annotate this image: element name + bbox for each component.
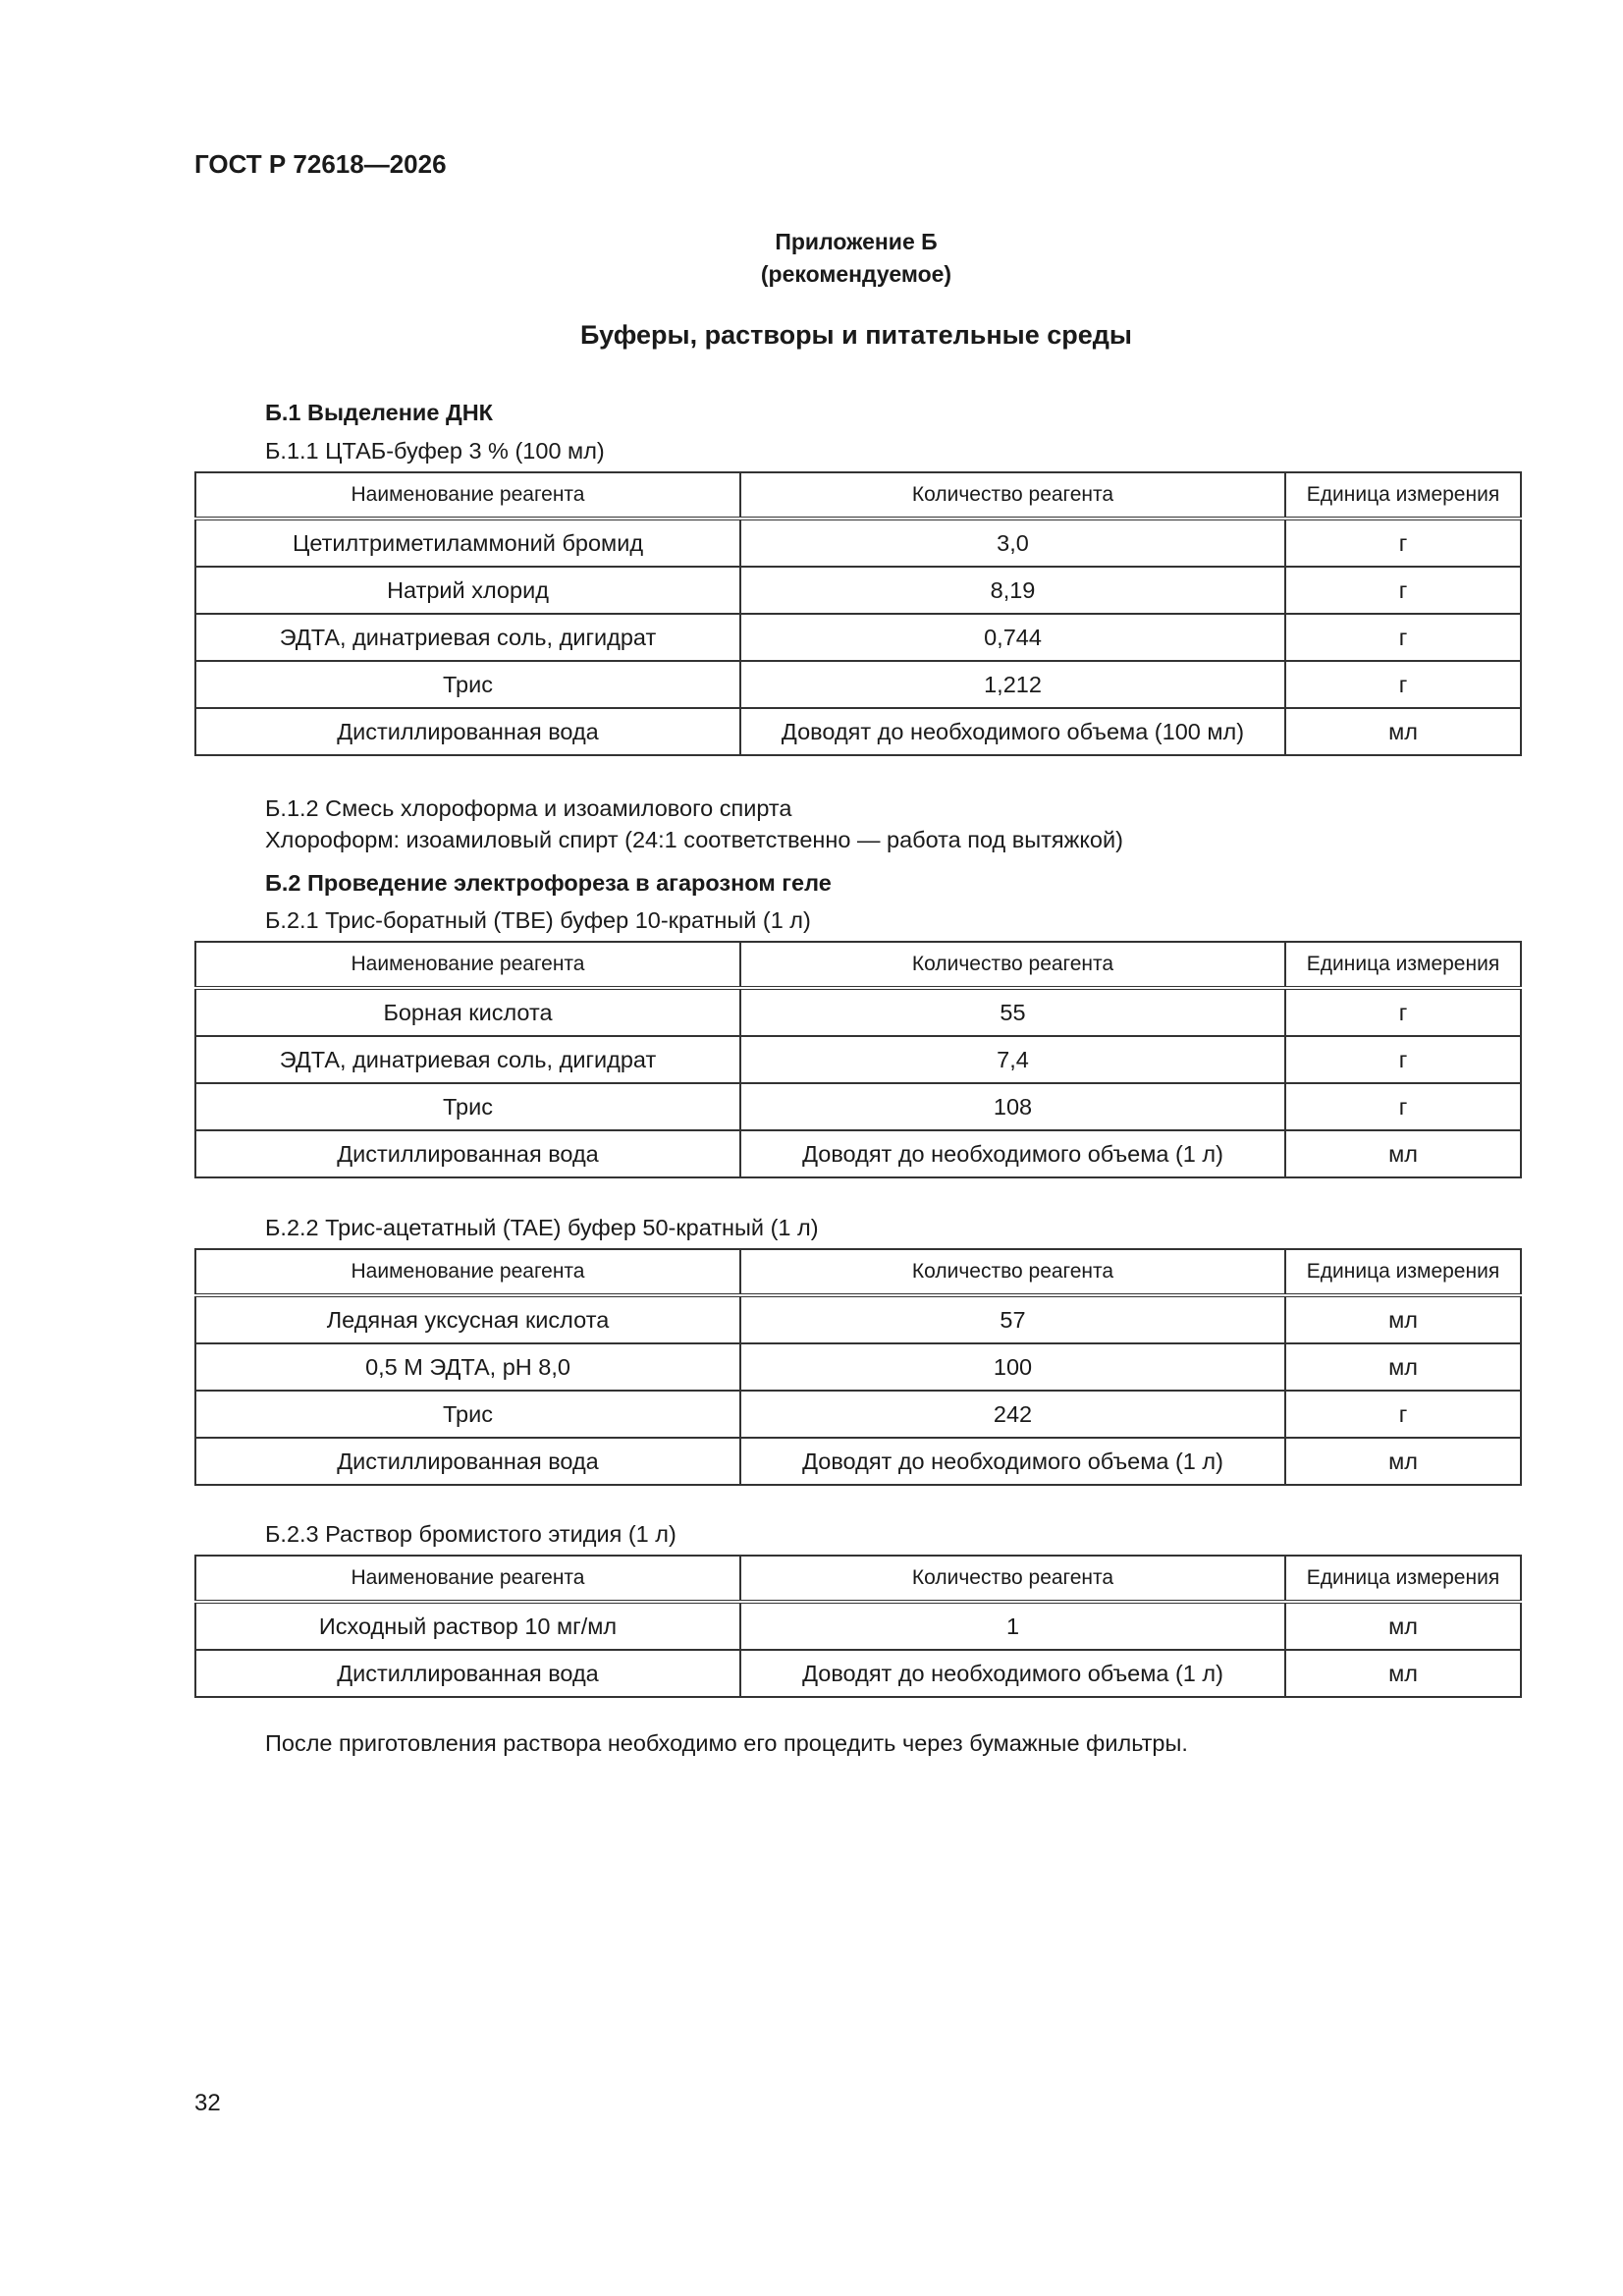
unit-cell: мл — [1285, 1130, 1521, 1177]
subsection-b2-1: Б.2.1 Трис-боратный (TBE) буфер 10-кратный (1 л) — [265, 907, 811, 933]
unit-cell: г — [1285, 1391, 1521, 1438]
column-header-unit: Единица измерения — [1285, 472, 1521, 519]
unit-cell: г — [1285, 567, 1521, 614]
table-row — [195, 1343, 1521, 1391]
note-filtering: После приготовления раствора необходимо его процедить через бумажные фильтры. — [265, 1730, 1188, 1756]
table-row — [195, 1036, 1521, 1083]
column-header-reagent: Наименование реагента — [195, 1556, 740, 1602]
table-row — [195, 567, 1521, 614]
document-header: ГОСТ Р 72618—2026 — [194, 149, 447, 179]
unit-cell: мл — [1285, 708, 1521, 755]
table-row — [195, 661, 1521, 708]
unit-cell: г — [1285, 988, 1521, 1036]
appendix-subtitle: (рекомендуемое) — [760, 261, 952, 287]
table-row — [195, 1650, 1521, 1697]
table-row — [195, 1602, 1521, 1650]
column-header-reagent: Наименование реагента — [195, 472, 740, 519]
table-ctab-buffer — [194, 471, 1522, 756]
reagent-cell: Борная кислота — [195, 988, 740, 1036]
unit-cell: мл — [1285, 1295, 1521, 1343]
column-header-unit: Единица измерения — [1285, 1556, 1521, 1602]
page-number: 32 — [194, 2090, 221, 2116]
reagent-cell: Дистиллированная вода — [195, 708, 740, 755]
column-header-amount: Количество реагента — [740, 1249, 1285, 1295]
column-header-unit: Единица измерения — [1285, 942, 1521, 988]
amount-cell: 108 — [740, 1083, 1285, 1130]
reagent-cell: 0,5 М ЭДТА, pH 8,0 — [195, 1343, 740, 1391]
column-header-amount: Количество реагента — [740, 472, 1285, 519]
amount-cell: 3,0 — [740, 519, 1285, 567]
amount-cell: Доводят до необходимого объема (1 л) — [740, 1650, 1285, 1697]
subsection-b1-1: Б.1.1 ЦТАБ-буфер 3 % (100 мл) — [265, 438, 605, 464]
reagent-cell: Дистиллированная вода — [195, 1438, 740, 1485]
subsection-b2-2: Б.2.2 Трис-ацетатный (TAE) буфер 50-кратный (1 л) — [265, 1215, 819, 1240]
amount-cell: 1,212 — [740, 661, 1285, 708]
amount-cell: 8,19 — [740, 567, 1285, 614]
column-header-amount: Количество реагента — [740, 942, 1285, 988]
table-row — [195, 614, 1521, 661]
table-row — [195, 1083, 1521, 1130]
table-tbe-buffer — [194, 941, 1522, 1178]
reagent-cell: Ледяная уксусная кислота — [195, 1295, 740, 1343]
reagent-cell: Дистиллированная вода — [195, 1130, 740, 1177]
table-row — [195, 1295, 1521, 1343]
column-header-unit: Единица измерения — [1285, 1249, 1521, 1295]
unit-cell: мл — [1285, 1602, 1521, 1650]
unit-cell: г — [1285, 1083, 1521, 1130]
section-heading-b2: Б.2 Проведение электрофореза в агарозном геле — [265, 870, 832, 896]
unit-cell: мл — [1285, 1343, 1521, 1391]
appendix-title: Приложение Б — [775, 229, 938, 254]
amount-cell: Доводят до необходимого объема (1 л) — [740, 1438, 1285, 1485]
table-tae-buffer — [194, 1248, 1522, 1486]
reagent-cell: ЭДТА, динатриевая соль, дигидрат — [195, 1036, 740, 1083]
amount-cell: 242 — [740, 1391, 1285, 1438]
reagent-cell: Трис — [195, 661, 740, 708]
table-header-row — [195, 472, 1521, 519]
amount-cell: 0,744 — [740, 614, 1285, 661]
table-row — [195, 1438, 1521, 1485]
reagent-cell: Дистиллированная вода — [195, 1650, 740, 1697]
unit-cell: г — [1285, 519, 1521, 567]
table-header-row — [195, 1556, 1521, 1602]
table-row — [195, 1391, 1521, 1438]
column-header-reagent: Наименование реагента — [195, 942, 740, 988]
amount-cell: Доводят до необходимого объема (1 л) — [740, 1130, 1285, 1177]
amount-cell: 55 — [740, 988, 1285, 1036]
subsection-b2-3: Б.2.3 Раствор бромистого этидия (1 л) — [265, 1521, 676, 1547]
reagent-cell: Цетилтриметиламмоний бромид — [195, 519, 740, 567]
amount-cell: 7,4 — [740, 1036, 1285, 1083]
unit-cell: мл — [1285, 1650, 1521, 1697]
amount-cell: 57 — [740, 1295, 1285, 1343]
table-header-row — [195, 1249, 1521, 1295]
reagent-cell: ЭДТА, динатриевая соль, дигидрат — [195, 614, 740, 661]
reagent-cell: Трис — [195, 1391, 740, 1438]
section-heading-b1: Б.1 Выделение ДНК — [265, 400, 494, 425]
table-header-row — [195, 942, 1521, 988]
amount-cell: 100 — [740, 1343, 1285, 1391]
unit-cell: г — [1285, 661, 1521, 708]
subsection-b1-2-text: Хлороформ: изоамиловый спирт (24:1 соответственно — работа под вытяжкой) — [265, 827, 1123, 852]
table-row — [195, 708, 1521, 755]
subsection-b1-2: Б.1.2 Смесь хлороформа и изоамилового спирта — [265, 795, 792, 821]
unit-cell: мл — [1285, 1438, 1521, 1485]
column-header-reagent: Наименование реагента — [195, 1249, 740, 1295]
unit-cell: г — [1285, 1036, 1521, 1083]
amount-cell: Доводят до необходимого объема (100 мл) — [740, 708, 1285, 755]
page-title: Буферы, растворы и питательные среды — [580, 320, 1132, 350]
column-header-amount: Количество реагента — [740, 1556, 1285, 1602]
reagent-cell: Исходный раствор 10 мг/мл — [195, 1602, 740, 1650]
reagent-cell: Натрий хлорид — [195, 567, 740, 614]
reagent-cell: Трис — [195, 1083, 740, 1130]
table-row — [195, 1130, 1521, 1177]
table-row — [195, 988, 1521, 1036]
table-ethidium-bromide — [194, 1555, 1522, 1698]
table-row — [195, 519, 1521, 567]
unit-cell: г — [1285, 614, 1521, 661]
amount-cell: 1 — [740, 1602, 1285, 1650]
